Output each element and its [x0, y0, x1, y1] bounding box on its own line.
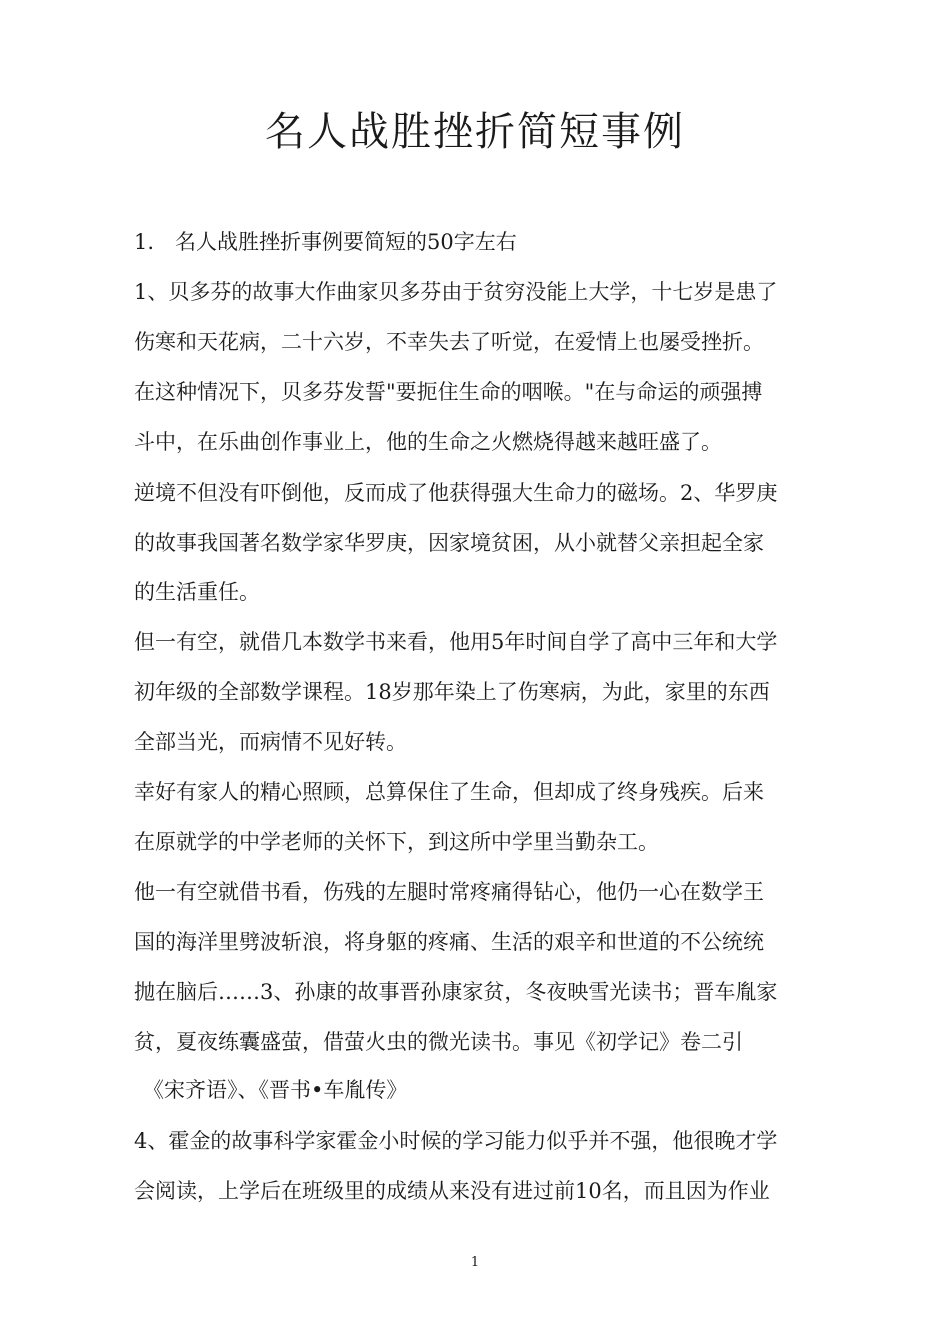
text-line: 初年级的全部数学课程。18岁那年染上了伤寒病，为此，家里的东西: [134, 680, 770, 704]
text-line: 伤寒和天花病，二十六岁，不幸失去了听觉，在爱情上也屡受挫折。: [134, 330, 764, 354]
text-line: 幸好有家人的精心照顾，总算保住了生命，但却成了终身残疾。后来: [134, 780, 764, 804]
text-line: 国的海洋里劈波斩浪，将身躯的疼痛、生活的艰辛和世道的不公统统: [134, 930, 764, 954]
text-line: 4、霍金的故事科学家霍金小时候的学习能力似乎并不强，他很晚才学: [134, 1129, 778, 1153]
text-line: 逆境不但没有吓倒他，反而成了他获得强大生命力的磁场。2、华罗庚: [134, 481, 778, 505]
text-line: 1. 名人战胜挫折事例要简短的50字左右: [134, 230, 517, 254]
text-line: 在这种情况下，贝多芬发誓"要扼住生命的咽喉。"在与命运的顽强搏: [134, 380, 763, 404]
text-line: 抛在脑后……3、孙康的故事晋孙康家贫，冬夜映雪光读书；晋车胤家: [134, 980, 778, 1004]
text-line: 贫，夏夜练囊盛萤，借萤火虫的微光读书。事见《初学记》卷二引: [134, 1030, 743, 1054]
text-line: 在原就学的中学老师的关怀下，到这所中学里当勤杂工。: [134, 830, 659, 854]
text-line: 的故事我国著名数学家华罗庚，因家境贫困，从小就替父亲担起全家: [134, 531, 764, 555]
text-line: 《宋齐语》、《晋书•车胤传》: [143, 1078, 408, 1102]
text-line: 他一有空就借书看，伤残的左腿时常疼痛得钻心，他仍一心在数学王: [134, 880, 764, 904]
text-line: 会阅读，上学后在班级里的成绩从来没有进过前10名，而且因为作业: [134, 1179, 770, 1203]
text-line: 但一有空，就借几本数学书来看，他用5年时间自学了高中三年和大学: [134, 630, 778, 654]
text-line: 斗中，在乐曲创作事业上，他的生命之火燃烧得越来越旺盛了。: [134, 430, 722, 454]
text-line: 的生活重任。: [134, 580, 260, 604]
text-line: 1、贝多芬的故事大作曲家贝多芬由于贫穷没能上大学，十七岁是患了: [134, 280, 778, 304]
document-title: 名人战胜挫折简短事例: [265, 109, 685, 155]
text-line: 全部当光，而病情不见好转。: [134, 730, 407, 754]
page-number: 1: [470, 1255, 480, 1270]
